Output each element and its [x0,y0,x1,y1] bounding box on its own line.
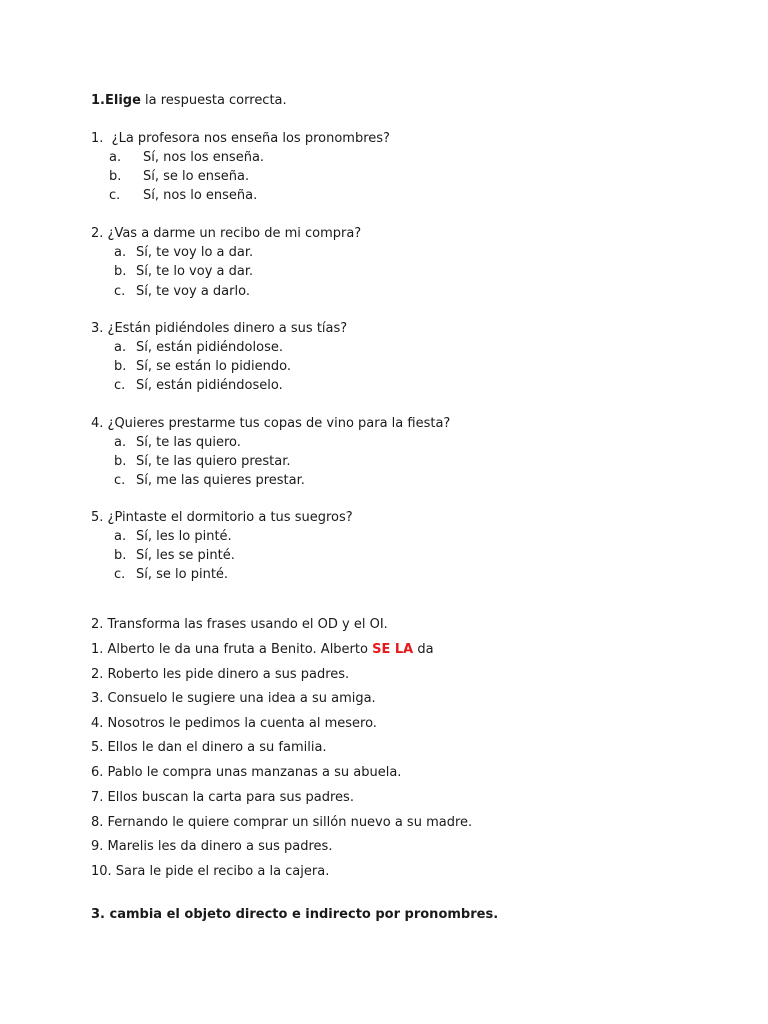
option-3b [114,359,291,375]
option-letter: c. [114,567,126,582]
option-letter: c. [114,378,126,393]
transform-item-7: 7. Ellos buscan la carta para sus padres. [91,790,354,805]
transform-item-4: 4. Nosotros le pedimos la cuenta al mesero. [91,716,377,731]
section1-heading-bold: 1.Elige [91,93,141,108]
question-2 [91,226,361,242]
option-4a [114,435,241,451]
option-5b [114,548,235,564]
option-letter: a. [114,529,127,544]
question-number: 3. [91,321,104,336]
option-letter: a. [114,340,127,355]
transform-item-2: 2. Roberto les pide dinero a sus padres. [91,667,350,682]
transform-item-1 [91,642,434,658]
option-text: Sí, les se pinté. [136,548,235,563]
option-text: Sí, están pidiéndoselo. [136,378,283,393]
option-text: Sí, se lo enseña. [143,169,250,184]
question-number: 2. [91,226,104,241]
transform-item-8: 8. Fernando le quiere comprar un sillón nuevo a su madre. [91,815,473,830]
question-text: ¿Pintaste el dormitorio a tus suegros? [107,510,353,525]
option-letter: b. [109,169,122,184]
transform-item-9: 9. Marelis les da dinero a sus padres. [91,839,333,854]
option-4b [114,454,291,470]
option-text: Sí, les lo pinté. [136,529,232,544]
option-text: Sí, me las quieres prestar. [136,473,305,488]
option-2b [114,264,253,280]
option-text: Sí, te lo voy a dar. [136,264,254,279]
section3-heading: 3. cambia el objeto directo e indirecto por pronombres. [91,907,499,922]
question-number: 5. [91,510,104,525]
option-letter: b. [114,264,127,279]
section1-heading-rest: la respuesta correcta. [140,93,287,108]
question-number: 4. [91,416,104,431]
option-5c [114,567,228,583]
item-text: 1. Alberto le da una fruta a Benito. Alberto [91,642,373,657]
transform-item-3: 3. Consuelo le sugiere una idea a su amiga. [91,691,376,706]
option-1b [109,169,249,185]
section1-heading [91,93,287,109]
option-letter: b. [114,548,127,563]
option-1a [109,150,264,166]
option-1c [109,188,257,204]
option-letter: c. [114,473,126,488]
option-text: Sí, se están lo pidiendo. [136,359,292,374]
question-text: ¿Están pidiéndoles dinero a sus tías? [107,321,348,336]
option-letter: c. [114,284,126,299]
option-text: Sí, están pidiéndolose. [136,340,283,355]
option-text: Sí, te voy lo a dar. [136,245,254,260]
option-text: Sí, se lo pinté. [136,567,229,582]
transform-item-5: 5. Ellos le dan el dinero a su familia. [91,740,327,755]
transform-item-10: 10. Sara le pide el recibo a la cajera. [91,864,330,879]
option-text: Sí, nos los enseña. [143,150,265,165]
option-letter: a. [109,150,122,165]
option-2a [114,245,253,261]
answer-highlight: SE LA [372,642,414,657]
item-text-end: da [413,642,434,657]
option-letter: a. [114,245,127,260]
question-text: ¿La profesora nos enseña los pronombres? [111,131,390,146]
question-3 [91,321,347,337]
option-letter: b. [114,454,127,469]
option-text: Sí, te voy a darlo. [136,284,250,299]
option-3a [114,340,283,356]
option-text: Sí, nos lo enseña. [143,188,258,203]
section2-heading: 2. Transforma las frases usando el OD y el OI. [91,617,388,632]
question-number: 1. [91,131,104,146]
option-letter: a. [114,435,127,450]
transform-item-6: 6. Pablo le compra unas manzanas a su abuela. [91,765,402,780]
question-1 [91,131,390,147]
question-4 [91,416,450,432]
option-2c [114,284,250,300]
option-letter: c. [109,188,121,203]
option-text: Sí, te las quiero. [136,435,241,450]
question-5 [91,510,353,526]
question-text: ¿Quieres prestarme tus copas de vino para la fiesta? [107,416,451,431]
option-3c [114,378,283,394]
option-letter: b. [114,359,127,374]
option-text: Sí, te las quiero prestar. [136,454,291,469]
option-5a [114,529,232,545]
option-4c [114,473,305,489]
question-text: ¿Vas a darme un recibo de mi compra? [107,226,362,241]
